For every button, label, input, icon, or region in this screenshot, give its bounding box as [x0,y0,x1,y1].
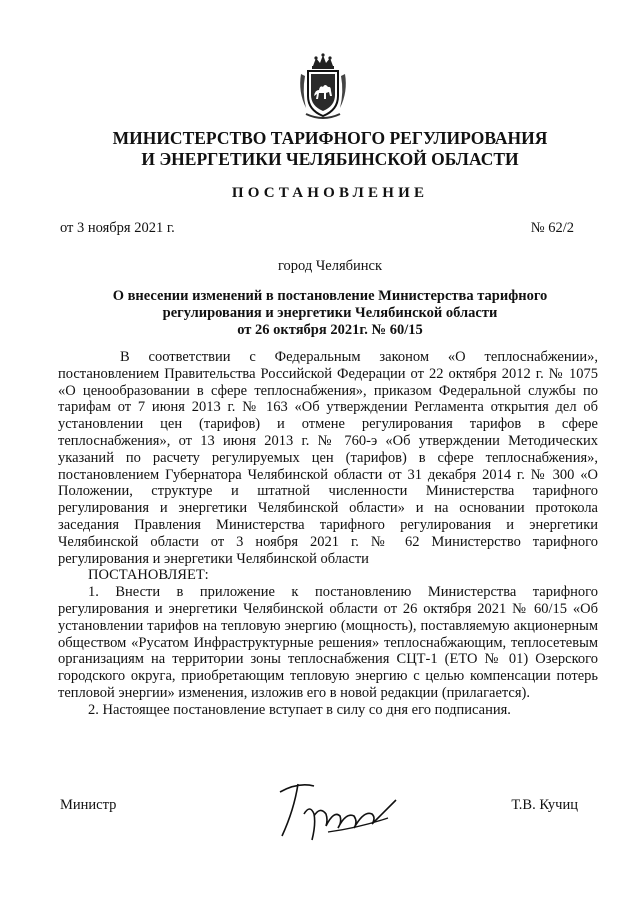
preamble-paragraph: В соответствии с Федеральным законом «О теплоснабжении», постановлением Правительства Российской Федерации от 22 октября 2012 г. № 1075 «О ценообразовании в сфере теплоснабжения», приказом Федеральной службы по тарифам от 7 июня 2013 г. № 163 «Об утверждении Регламента открытия дел об установлении цен (тарифов) и отмене регулирования тарифов в сфере теплоснабжения», от 13 июня 2013 г. № 760-э «Об утверждении Методических указаний по расчету регулируемых цен (тарифов) в сфере теплоснабжения», постановлением Губернатора Челябинской области от 31 декабря 2014 г. № 300 «О Положении, структуре и штатной численности Министерства тарифного регулирования и энергетики Челябинской области» и на основании протокола заседания Правления Министерства тарифного регулирования и энергетики Челябинской области от 3 ноября 2021 г. № 62 Министерство тарифного регулирования и энергетики Челябинской области [58,349,598,567]
document-subject [70,288,590,339]
document-date: от 3 ноября 2021 г. [60,220,175,236]
subject-line-2: регулирования и энергетики Челябинской области [162,305,498,321]
subject-line-3: от 26 октября 2021г. № 60/15 [237,322,423,338]
document-type: ПОСТАНОВЛЕНИЕ [231,185,429,201]
signatory-role: Министр [60,797,117,813]
handwritten-signature [268,770,408,850]
org-line-1: МИНИСТЕРСТВО ТАРИФНОГО РЕГУЛИРОВАНИЯ [112,128,548,148]
resolve-heading: ПОСТАНОВЛЯЕТ: [88,567,209,584]
document-number: № 62/2 [530,220,574,236]
coat-of-arms-icon [296,52,350,122]
signatory-name: Т.В. Кучиц [511,797,578,813]
item-2-paragraph: 2. Настоящее постановление вступает в силу со дня его подписания. [88,701,511,718]
document-body [58,349,598,719]
org-line-2: И ЭНЕРГЕТИКИ ЧЕЛЯБИНСКОЙ ОБЛАСТИ [141,149,519,169]
item-1-paragraph: 1. Внести в приложение к постановлению Министерства тарифного регулирования и энергетики Челябинской области от 26 октября 2021 № 60/15 «Об установлении тарифов на тепловую энергию (мощность), поставляемую акционерным обществом «Русатом Инфраструктурные решения» теплоснабжающим, теплосетевым организациям на территории зоны теплоснабжения СЦТ-1 (ЕТО № 01) Озерского городского округа, приобретающим тепловую энергию с целью компенсации потерь тепловой энергии» изменения, изложив его в новой редакции (прилагается). [58,584,598,701]
organization-name [60,128,600,170]
document-city: город Челябинск [277,258,383,274]
subject-line-1: О внесении изменений в постановление Министерства тарифного [112,288,548,304]
